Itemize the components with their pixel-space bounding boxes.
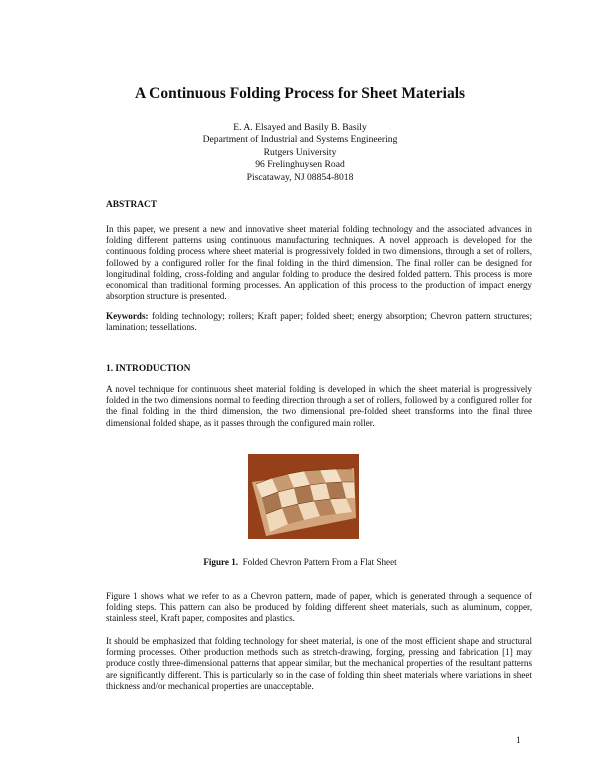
figure-caption-text: Folded Chevron Pattern From a Flat Sheet <box>242 557 397 567</box>
figure-1-caption <box>0 557 600 567</box>
author-block <box>0 122 600 184</box>
paper-title: A Continuous Folding Process for Sheet Materials <box>134 85 466 102</box>
introduction-heading: 1. INTRODUCTION <box>106 364 191 374</box>
figure-1-image <box>248 454 359 539</box>
author-university: Rutgers University <box>263 146 337 158</box>
author-city: Piscataway, NJ 08854-8018 <box>246 171 354 183</box>
author-names: E. A. Elsayed and Basily B. Basily <box>233 122 367 133</box>
author-street: 96 Frelinghuysen Road <box>255 159 345 171</box>
intro-paragraph-1: A novel technique for continuous sheet material folding is developed in which the sheet material is progressively folded in the two dimensions normal to feeding direction through a set of rollers, followed by a configured roller for the final folding in the third dimension, the two dimensional pre-folded sheet transforms into the final three dimensional folded shape, as it passes through the configured main roller. <box>106 384 532 428</box>
chevron-pattern-photo <box>248 454 359 539</box>
intro-paragraph-3: It should be emphasized that folding technology for sheet material, is one of the most efficient shape and structural forming processes. Other production methods such as stretch-drawing, forging, pressing and fabrication [1] may produce costly three-dimensional patterns that appear similar, but the mechanical properties of the resultant patterns are significantly different. This is particularly so in the case of folding thin sheet materials where variations in sheet thickness and/or mechanical properties are unacceptable. <box>106 636 532 691</box>
keywords-text: folding technology; rollers; Kraft paper; folded sheet; energy absorption; Chevron pattern structures; lamination; tessellations. <box>106 311 532 333</box>
author-department: Department of Industrial and Systems Engineering <box>202 134 398 146</box>
intro-paragraph-2: Figure 1 shows what we refer to as a Chevron pattern, made of paper, which is generated through a sequence of folding steps. This pattern can also be produced by folding different sheet materials, such as aluminum, copper, stainless steel, Kraft paper, composites and plastics. <box>106 591 532 624</box>
abstract-heading: ABSTRACT <box>106 200 158 210</box>
abstract-text: In this paper, we present a new and innovative sheet material folding technology and the associated advances in folding different patterns using continuous manufacturing techniques. A novel approach is developed for the continuous folding process where sheet material is progressively folded in two dimensions, through a set of rollers, followed by a configured roller for the final folding in the third dimension. The final roller can be designed for longitudinal folding, cross-folding and angular folding to produce the desired folded pattern. This process is more economical than traditional forming processes. An application of this process to the production of impact energy absorption structure is presented. <box>106 224 532 302</box>
keywords-label: Keywords: <box>106 311 149 321</box>
page-number: 1 <box>516 736 521 746</box>
keywords-paragraph <box>106 311 532 333</box>
figure-label: Figure 1. <box>203 557 239 567</box>
